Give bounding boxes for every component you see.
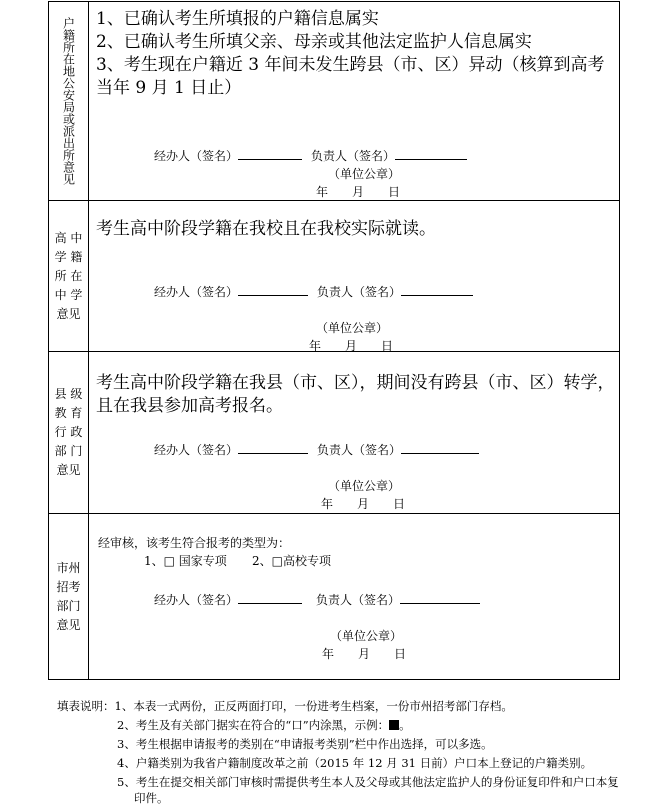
instruction-line: 印件。 [134,791,169,805]
county-edu-opinion-content [89,352,619,513]
responsible-signature-line[interactable] [395,147,467,160]
city-date: 年 月 日 [322,647,407,661]
responsible-label: 负责人（签名） [316,593,401,607]
city-seal: （单位公章） [330,629,403,643]
instruction-line: 4、户籍类别为我省户籍制度改革之前（2015 年 12 月 31 日前）户口本上登记的户籍类别。 [117,756,593,770]
police-opinion-row [49,2,619,201]
instructions-title: 填表说明： [57,699,115,713]
label-line: 部门 [56,598,81,613]
label-line: 县 级 [54,387,83,401]
responsible-signature-line[interactable] [401,283,473,296]
instruction-line: 5、考生在提交相关部门审核时需提供考生本人及父母或其他法定监护人的身份证复印件和户口本复 [117,775,619,789]
handler-label: 经办人（签名） [154,443,239,457]
university-special-option[interactable]: 2、□高校专项 [252,554,331,568]
instruction-line [57,697,637,716]
school-date: 年 月 日 [309,339,394,353]
handler-signature-line[interactable] [238,283,308,296]
police-confirm-line-1: 1、已确认考生所填报的户籍信息属实 [96,9,379,29]
handler-label: 经办人（签名） [154,593,239,607]
approval-form-table [48,1,620,680]
county-edu-label [55,385,83,480]
national-special-option[interactable]: 1、□ 国家专项 [144,554,227,568]
county-edu-label-cell [49,352,89,513]
responsible-label: 负责人（签名） [311,149,396,163]
form-instructions [57,697,637,808]
school-opinion-content [89,201,619,351]
responsible-signature-line[interactable] [401,441,479,454]
instruction-line [57,716,637,735]
instruction-period: 。 [399,718,411,732]
school-seal: （单位公章） [316,321,389,335]
city-exam-intro: 经审核，该考生符合报考的类型为： [98,536,291,550]
police-confirm-list [96,8,618,100]
city-exam-opinion-content [89,514,619,679]
instruction-item: 1、本表一式两份，正反两面打印，一份进考生档案，一份市州招考部门存档。 [114,699,513,713]
label-line: 教 育 [54,406,83,420]
label-line: 中 学 [54,287,83,302]
label-line: 所 在 [54,268,83,283]
handler-label: 经办人（签名） [154,149,239,163]
school-opinion-text: 考生高中阶段学籍在我校且在我校实际就读。 [96,219,436,239]
school-opinion-label-cell [49,201,89,351]
instruction-item: 2、考生及有关部门据实在符合的“口”内涂黑，示例： [117,718,390,732]
police-responsible-signature [311,147,467,164]
city-exam-label-cell [49,514,89,679]
handler-signature-line[interactable] [238,441,308,454]
county-date: 年 月 日 [321,497,406,511]
police-handler-signature [154,147,302,164]
school-opinion-row [49,201,619,352]
city-exam-label [56,559,80,635]
filled-square-icon [389,720,399,730]
police-opinion-label: 户籍所在地公安局或派出所意见 [61,17,76,185]
police-opinion-content [89,2,619,200]
label-line: 市州 [56,560,81,575]
school-opinion-label [55,229,83,324]
handler-label: 经办人（签名） [154,285,239,299]
police-date: 年 月 日 [316,185,401,199]
label-line: 意见 [56,306,81,321]
instruction-line: 3、考生根据申请报考的类别在“申请报考类别”栏中作出选择，可以多选。 [117,737,493,751]
county-edu-opinion-text: 考生高中阶段学籍在我县（市、区），期间没有跨县（市、区）转学，且在我县参加高考报名。 [96,373,615,416]
label-line: 意见 [56,617,81,632]
county-handler-signature [154,441,308,458]
responsible-signature-line[interactable] [400,591,480,604]
city-handler-signature [154,591,302,608]
handler-signature-line[interactable] [238,147,302,160]
label-line: 行 政 [54,425,83,439]
police-seal: （单位公章） [328,167,401,181]
label-line: 学 籍 [54,249,83,264]
city-exam-opinion-row [49,514,619,679]
police-confirm-line-2: 2、已确认考生所填父亲、母亲或其他法定监护人信息属实 [96,32,532,52]
responsible-label: 负责人（签名） [317,285,402,299]
county-responsible-signature [317,441,479,458]
label-line: 高 中 [54,230,83,245]
police-confirm-line-3: 3、考生现在户籍近 3 年间未发生跨县（市、区）异动（核算到高考当年 9 月 1 日止） [96,55,605,98]
school-responsible-signature [317,283,473,300]
police-opinion-label-cell [49,2,89,200]
county-edu-opinion-row [49,352,619,514]
label-line: 招考 [56,579,81,594]
label-line: 意见 [56,463,81,477]
responsible-label: 负责人（签名） [317,443,402,457]
label-line: 部 门 [54,444,83,458]
handler-signature-line[interactable] [238,591,302,604]
school-handler-signature [154,283,308,300]
city-responsible-signature [316,591,480,608]
county-seal: （单位公章） [328,479,401,493]
